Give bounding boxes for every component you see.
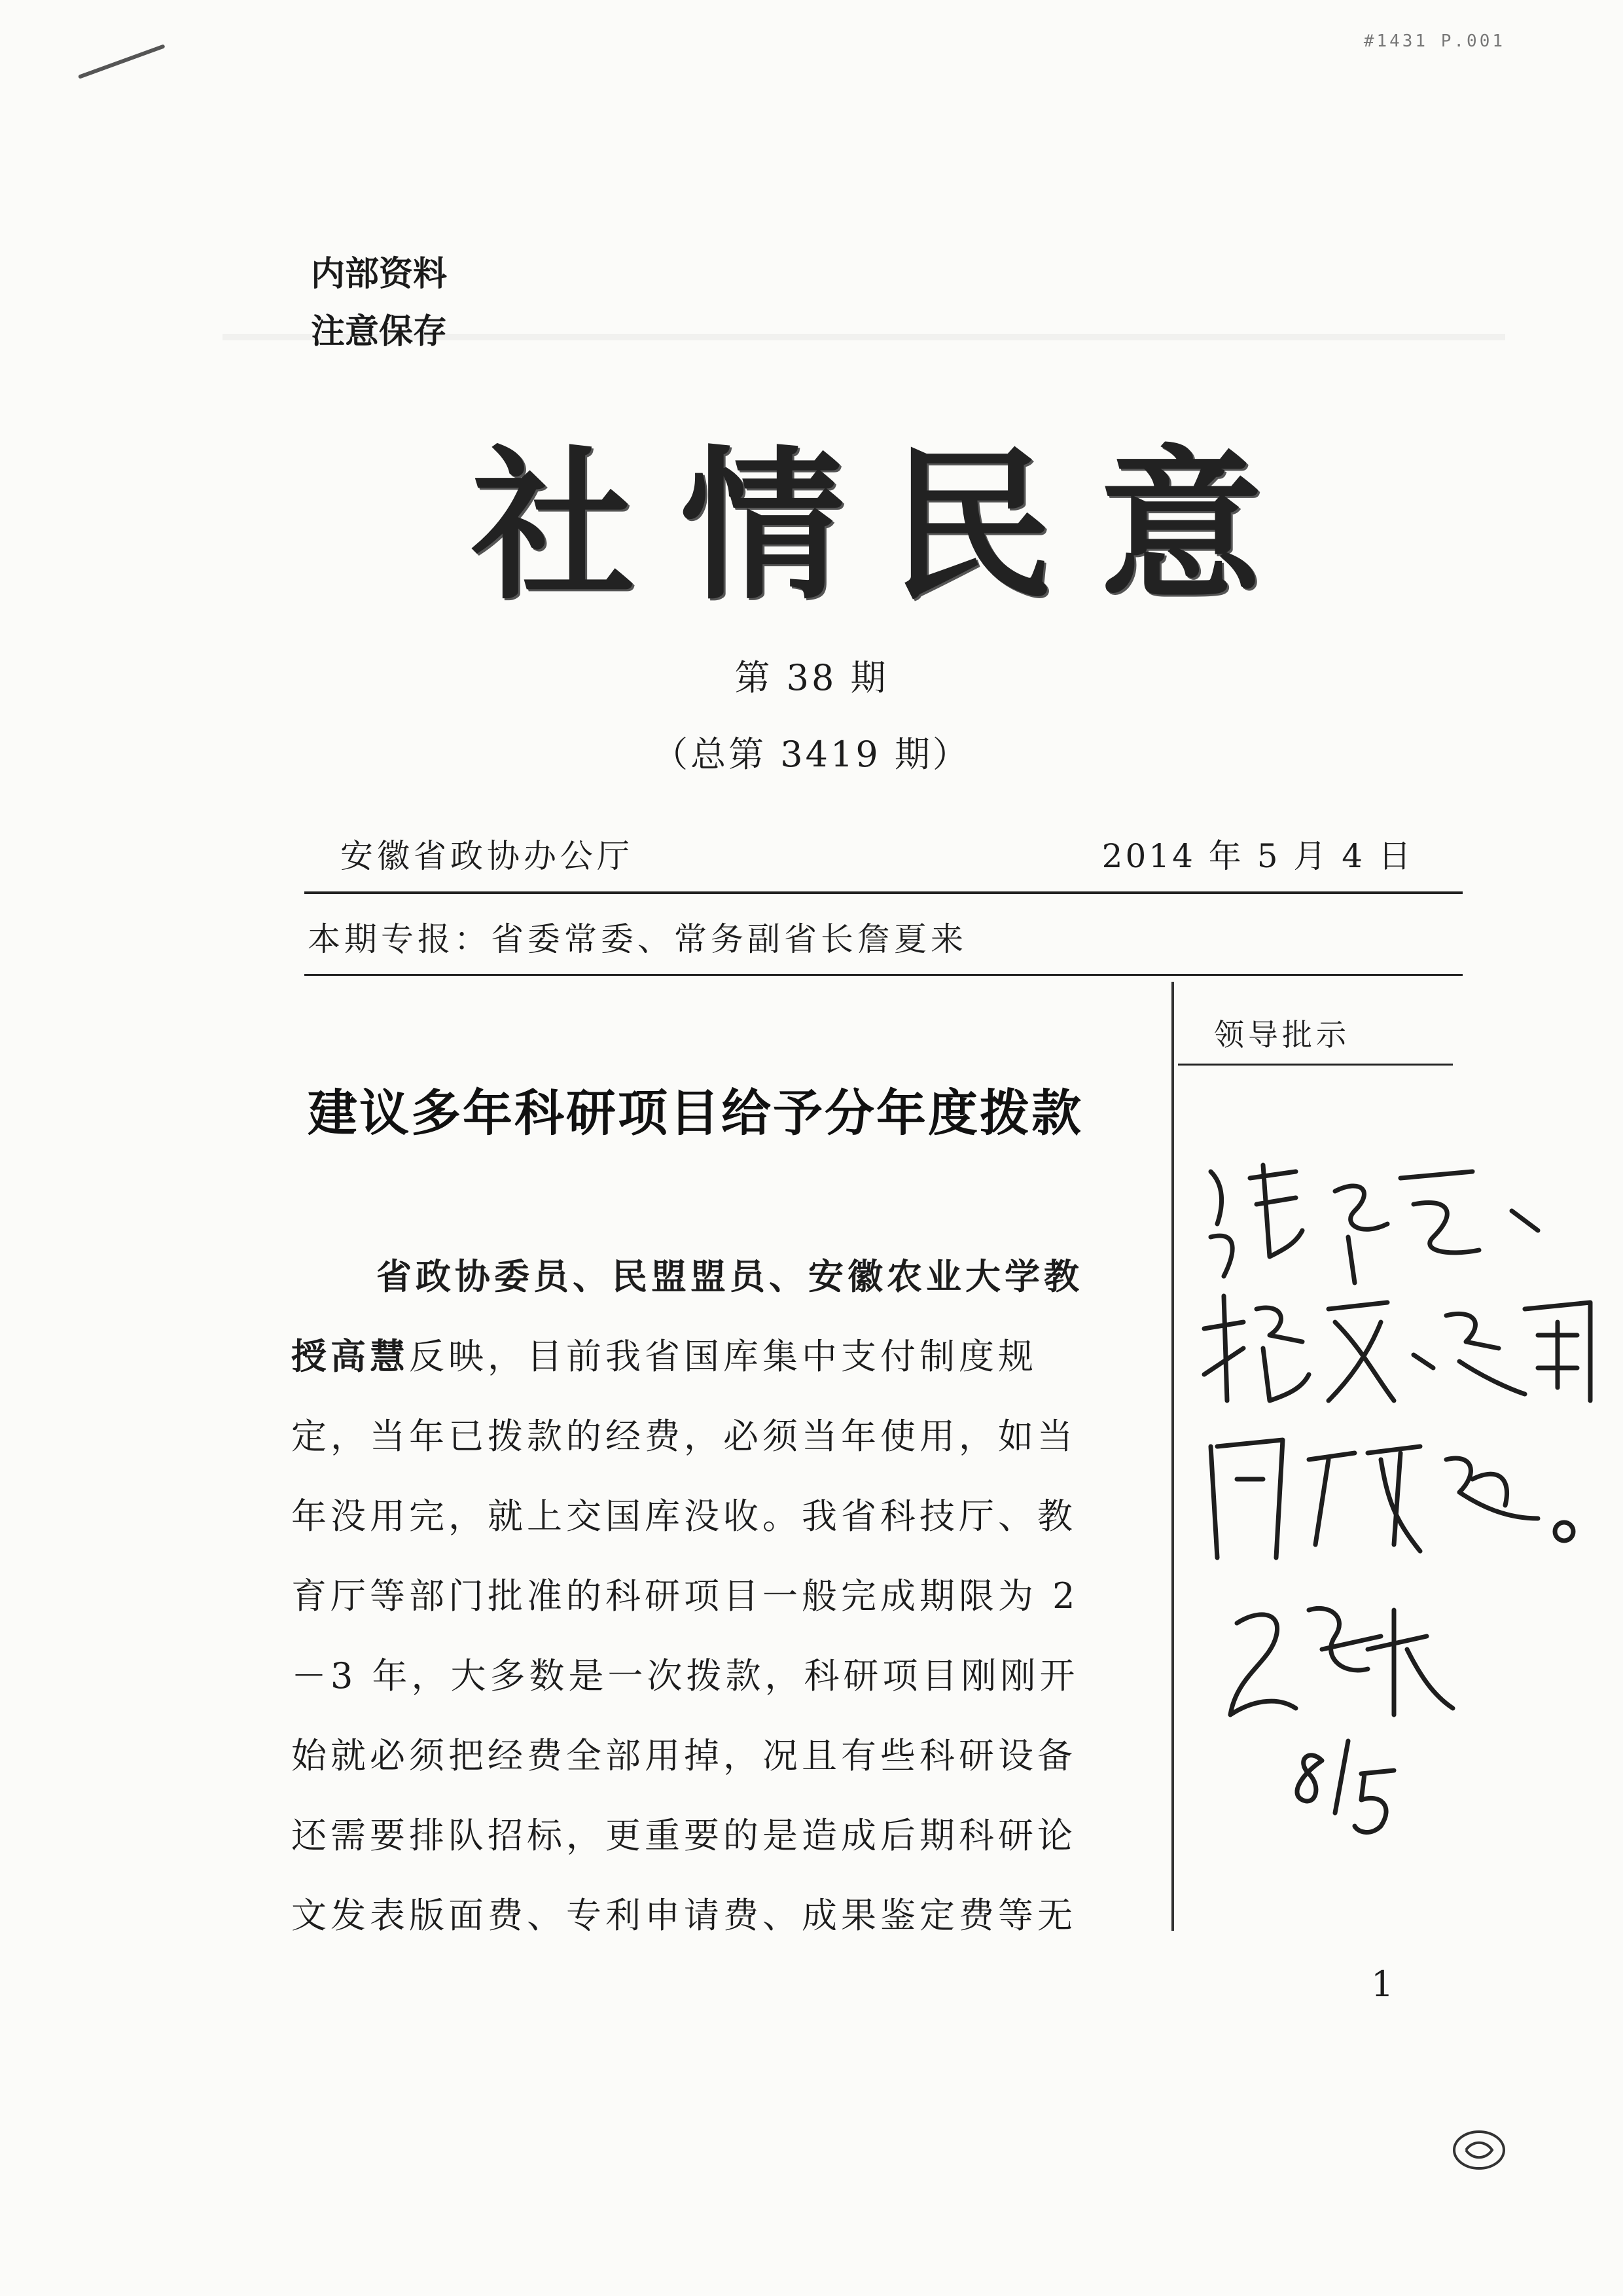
confidential-notice bbox=[311, 245, 447, 361]
body-line: －3 年，大多数是一次拨款，科研项目刚刚开 bbox=[291, 1655, 1079, 1696]
total-issue-number: （总第 3419 期） bbox=[652, 734, 971, 775]
fax-header: #1431 P.001 bbox=[1363, 31, 1505, 51]
body-line bbox=[291, 1317, 1142, 1397]
body-line: 育厅等部门批准的科研项目一般完成期限为 2 bbox=[291, 1575, 1079, 1617]
article-headline: 建议多年科研项目给予分年度拨款 bbox=[308, 1084, 1083, 1142]
body-line-rest: 反映，目前我省国库集中支付制度规 bbox=[409, 1336, 1037, 1377]
body-name-bold: 授高慧 bbox=[291, 1336, 409, 1377]
small-stamp-icon bbox=[1450, 2127, 1508, 2173]
page-number: 1 bbox=[1371, 1964, 1394, 2005]
header-rule bbox=[304, 891, 1463, 894]
report-to: 本期专报：省委常委、常务副省长詹夏来 bbox=[308, 920, 967, 958]
confidential-line-1: 内部资料 bbox=[311, 255, 448, 294]
body-line: 定，当年已拨款的经费，必须当年使用，如当 bbox=[291, 1416, 1077, 1457]
body-line: 文发表版面费、专利申请费、成果鉴定费等无 bbox=[291, 1895, 1077, 1936]
body-line: 年没用完，就上交国库没收。我省科技厅、教 bbox=[291, 1496, 1077, 1537]
leader-instructions-rule bbox=[1178, 1064, 1453, 1066]
handwritten-instruction bbox=[1198, 1152, 1616, 1846]
issuer: 安徽省政协办公厅 bbox=[340, 837, 633, 875]
column-divider bbox=[1171, 982, 1174, 1931]
handwriting-drawing bbox=[1198, 1152, 1616, 1846]
report-rule bbox=[304, 974, 1463, 976]
body-line: 还需要排队招标，更重要的是造成后期科研论 bbox=[291, 1815, 1077, 1856]
issue-number: 第 38 期 bbox=[734, 657, 889, 698]
confidential-line-2: 注意保存 bbox=[311, 312, 448, 351]
masthead-title: 社情民意 bbox=[471, 431, 1309, 622]
body-line bbox=[291, 1237, 1142, 1317]
staple-mark bbox=[78, 44, 166, 79]
body-line: 始就必须把经费全部用掉，况且有些科研设备 bbox=[291, 1735, 1077, 1776]
article-body bbox=[291, 1237, 1142, 1956]
issue-date: 2014 年 5 月 4 日 bbox=[1101, 837, 1414, 875]
leader-instructions-label: 领导批示 bbox=[1214, 1017, 1350, 1052]
body-lead-bold: 省政协委员、民盟盟员、安徽农业大学教 bbox=[376, 1256, 1083, 1297]
